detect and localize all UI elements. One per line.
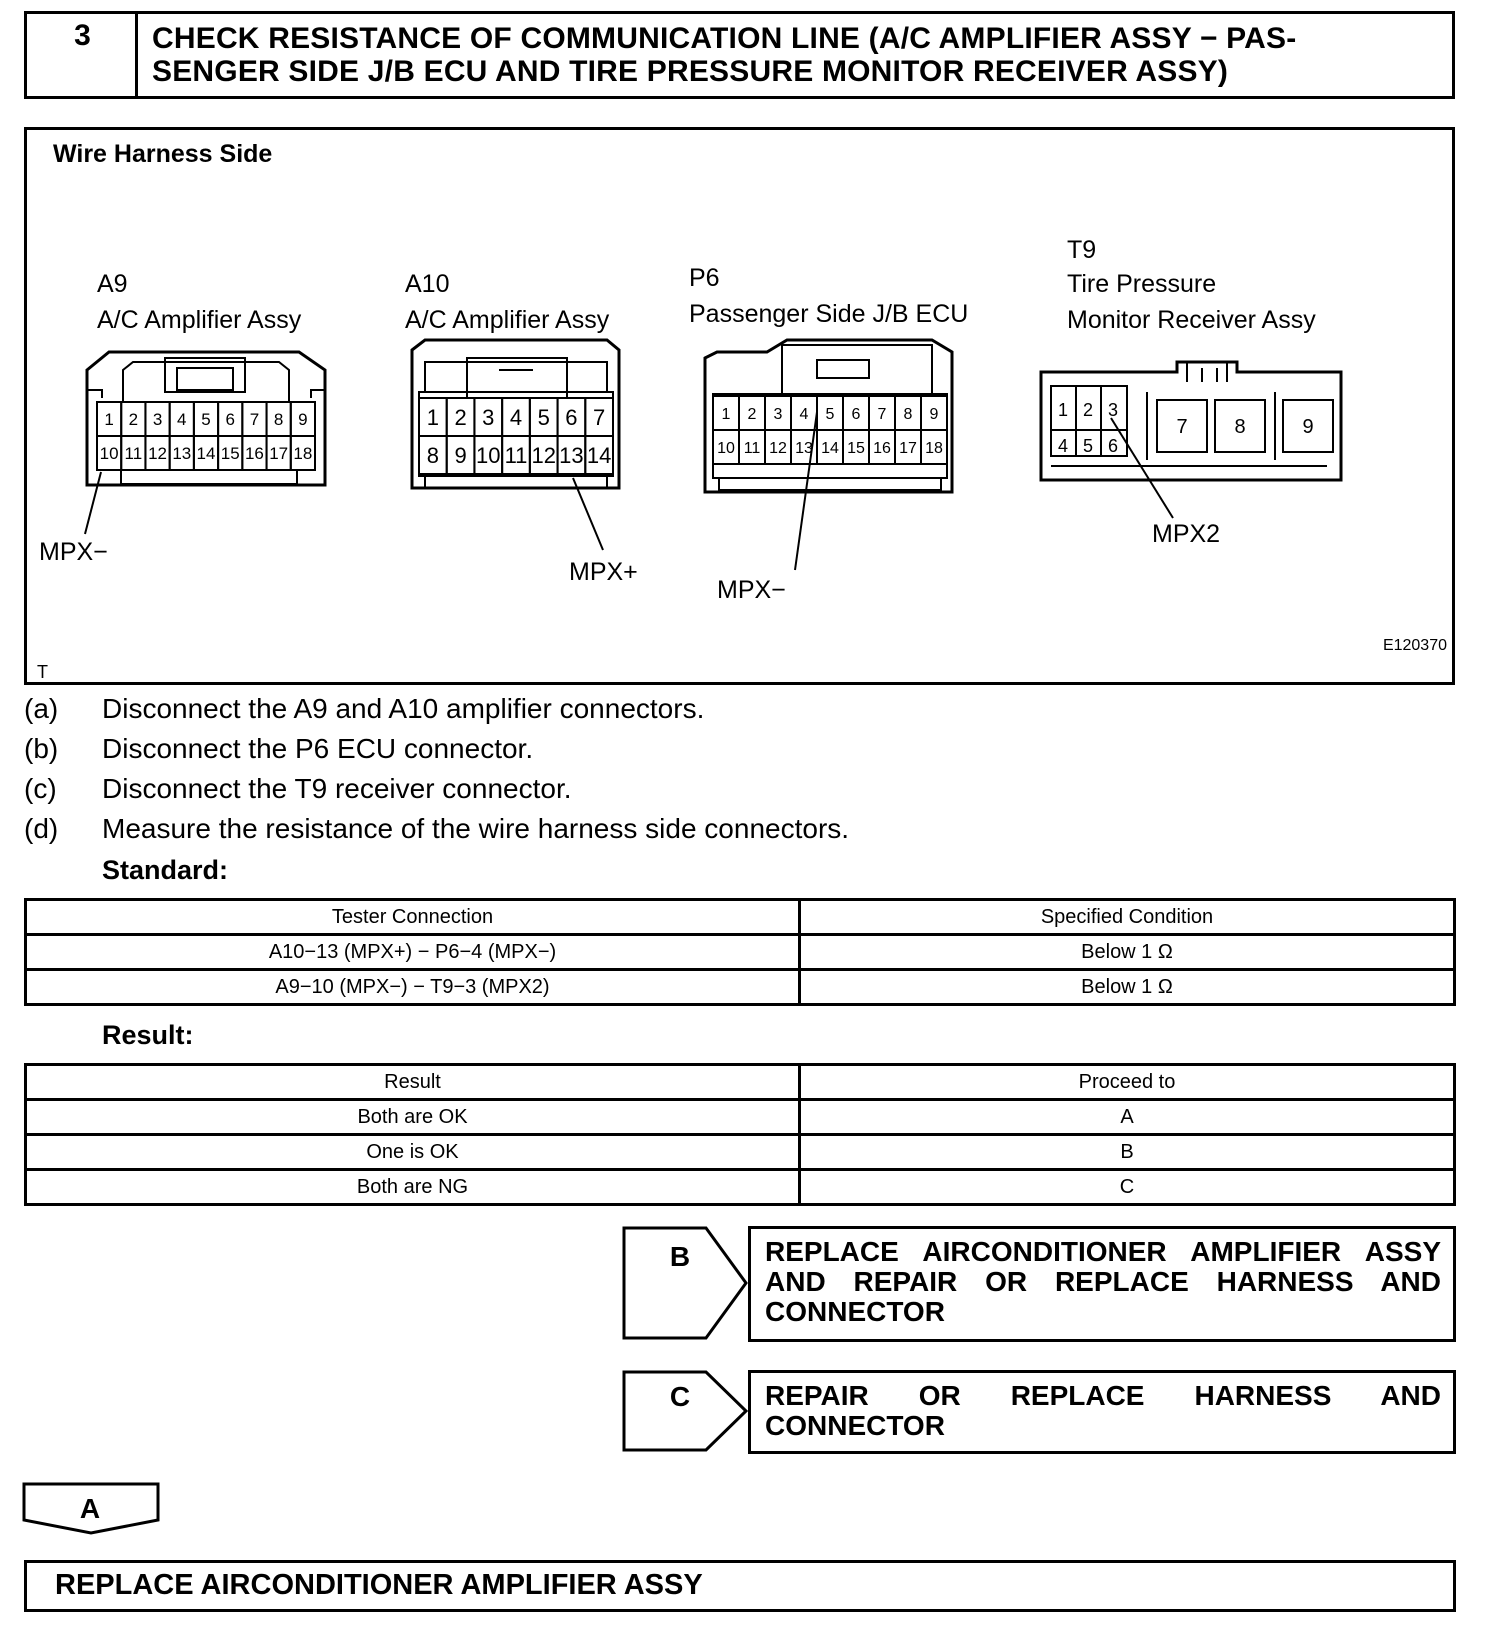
column-header: Tester Connection	[26, 900, 800, 935]
t9-name-line1: Tire Pressure	[1067, 270, 1217, 298]
t9-callout-line	[1111, 418, 1173, 518]
next-step-box: REPLACE AIRCONDITIONER AMPLIFIER ASSY	[24, 1560, 1456, 1612]
pin-number: 10	[476, 442, 501, 468]
pin-number: 9	[1302, 416, 1314, 438]
pin-number: 4	[1057, 436, 1069, 456]
wire-harness-figure	[24, 127, 1455, 685]
t9-callout: MPX2	[1152, 520, 1221, 548]
branch-a-arrow	[22, 1482, 162, 1536]
table-cell: A10−13 (MPX+) − P6−4 (MPX−)	[26, 935, 800, 970]
column-header: Specified Condition	[800, 900, 1455, 935]
a10-callout: MPX+	[569, 558, 638, 586]
pin-number: 1	[426, 404, 439, 430]
p6-code: P6	[689, 264, 720, 292]
table-header-row	[26, 1065, 1455, 1100]
pin-number: 8	[1234, 416, 1246, 438]
pin-number: 14	[821, 439, 839, 457]
pin-number: 4	[177, 410, 187, 430]
a9-name: A/C Amplifier Assy	[97, 306, 302, 334]
t9-code: T9	[1067, 236, 1097, 264]
a9-code: A9	[97, 270, 128, 298]
column-header: Proceed to	[800, 1065, 1455, 1100]
connector-diagram	[27, 130, 1458, 688]
pin-number: 2	[1082, 400, 1094, 420]
step-number: 3	[24, 11, 138, 99]
step-c-label: (c)	[24, 773, 57, 804]
pin-number: 7	[593, 404, 606, 430]
pin-number: 8	[903, 405, 913, 423]
branch-c-arrow	[622, 1370, 752, 1454]
step-d	[24, 812, 849, 846]
p6-name: Passenger Side J/B ECU	[689, 300, 969, 328]
step-title-line1: CHECK RESISTANCE OF COMMUNICATION LINE (A/C AMPLIFIER ASSY − PAS-	[152, 22, 1297, 55]
step-c-text: Disconnect the T9 receiver connector.	[102, 773, 572, 804]
pin-number: 11	[504, 442, 528, 468]
step-title-line2: SENGER SIDE J/B ECU AND TIRE PRESSURE MONITOR RECEIVER ASSY)	[152, 55, 1229, 88]
pin-number: 14	[586, 442, 612, 468]
table-header-row	[26, 900, 1455, 935]
table-row	[26, 1170, 1455, 1205]
table-row	[26, 1135, 1455, 1170]
pin-number: 5	[537, 404, 550, 430]
standard-heading: Standard:	[102, 855, 229, 885]
pin-number: 11	[124, 444, 143, 464]
pin-number: 8	[426, 442, 439, 468]
branch-b-action: REPLACE AIRCONDITIONER AMPLIFIER ASSY AND REPAIR OR REPLACE HARNESS AND CONNECTOR	[748, 1226, 1456, 1342]
table-cell: Below 1 Ω	[800, 935, 1455, 970]
pin-number: 14	[196, 444, 216, 464]
step-b-text: Disconnect the P6 ECU connector.	[102, 733, 534, 764]
result-table	[24, 1063, 1456, 1206]
branch-b-arrow	[622, 1226, 752, 1342]
step-b	[24, 732, 533, 766]
pin-number: 4	[509, 404, 523, 430]
step-a	[24, 692, 704, 726]
table-cell: C	[800, 1170, 1455, 1205]
pin-number: 18	[925, 439, 943, 457]
figure-id: E120370	[1382, 637, 1447, 654]
table-cell: A	[800, 1100, 1455, 1135]
pin-number: 6	[225, 410, 235, 430]
pin-number: 7	[877, 405, 887, 423]
t9-name-line2: Monitor Receiver Assy	[1067, 306, 1316, 334]
pin-number: 17	[269, 444, 289, 464]
pin-number: 7	[1176, 416, 1188, 438]
pin-number: 5	[201, 410, 211, 430]
t9-connector	[1041, 362, 1341, 480]
table-cell: Both are OK	[26, 1100, 800, 1135]
pin-number: 12	[531, 442, 556, 468]
pin-number: 2	[128, 410, 139, 430]
pin-number: 3	[482, 404, 495, 430]
branch-b-label: B	[669, 1241, 691, 1272]
step-b-label: (b)	[24, 733, 59, 764]
pin-number: 5	[1082, 436, 1094, 456]
table-row	[26, 1100, 1455, 1135]
pin-number: 18	[293, 444, 313, 464]
pin-number: 1	[104, 410, 114, 430]
a9-connector	[87, 352, 325, 485]
branch-c-action: REPAIR OR REPLACE HARNESS AND CONNECTOR	[748, 1370, 1456, 1454]
step-a-label: (a)	[24, 693, 59, 724]
pin-number: 6	[565, 404, 578, 430]
step-c	[24, 772, 572, 806]
pin-number: 1	[1057, 400, 1069, 420]
pin-number: 12	[148, 444, 168, 464]
step-title	[135, 11, 1455, 99]
column-header: Result	[26, 1065, 800, 1100]
p6-connector	[705, 340, 952, 492]
pin-number: 3	[773, 405, 783, 423]
table-row	[26, 970, 1455, 1005]
pin-number: 5	[825, 405, 835, 423]
pin-number: 10	[99, 444, 119, 464]
table-row	[26, 935, 1455, 970]
branch-a-label: A	[79, 1493, 101, 1524]
pin-number: 9	[298, 410, 308, 430]
pin-number: 7	[249, 410, 260, 430]
table-cell: B	[800, 1135, 1455, 1170]
step-a-text: Disconnect the A9 and A10 amplifier connectors.	[102, 693, 705, 724]
pin-number: 17	[899, 439, 917, 457]
pin-number: 1	[721, 405, 731, 423]
pin-number: 12	[769, 439, 787, 457]
step-d-label: (d)	[24, 813, 59, 844]
table-cell: Below 1 Ω	[800, 970, 1455, 1005]
a10-name: A/C Amplifier Assy	[405, 306, 610, 334]
pin-number: 13	[795, 439, 813, 457]
pin-number: 13	[559, 442, 584, 468]
a9-callout: MPX−	[39, 538, 108, 566]
pin-number: 9	[454, 442, 467, 468]
pin-number: 3	[152, 410, 163, 430]
table-cell: Both are NG	[26, 1170, 800, 1205]
pin-number: 11	[743, 439, 761, 457]
figure-caption: Wire Harness Side	[53, 140, 273, 168]
pin-number: 13	[172, 444, 192, 464]
pin-number: 8	[273, 410, 284, 430]
step-d-text: Measure the resistance of the wire harness side connectors.	[102, 813, 850, 844]
pin-number: 9	[929, 405, 939, 423]
pin-number: 4	[799, 405, 809, 423]
corner-mark: T	[37, 662, 48, 682]
result-heading: Result:	[102, 1020, 194, 1050]
pin-number: 6	[851, 405, 861, 423]
pin-number: 3	[1107, 400, 1119, 420]
pin-number: 16	[873, 439, 891, 457]
standard-table	[24, 898, 1456, 1006]
pin-number: 16	[244, 444, 264, 464]
table-cell: One is OK	[26, 1135, 800, 1170]
pin-number: 2	[454, 404, 467, 430]
p6-callout: MPX−	[717, 576, 786, 604]
pin-number: 6	[1107, 436, 1119, 456]
branch-c-label: C	[669, 1381, 691, 1412]
pin-number: 2	[747, 405, 757, 423]
pin-number: 15	[847, 439, 865, 457]
pin-number: 15	[220, 444, 240, 464]
a10-connector	[412, 340, 619, 488]
table-cell: A9−10 (MPX−) − T9−3 (MPX2)	[26, 970, 800, 1005]
a10-code: A10	[405, 270, 450, 298]
pin-number: 10	[717, 439, 735, 457]
